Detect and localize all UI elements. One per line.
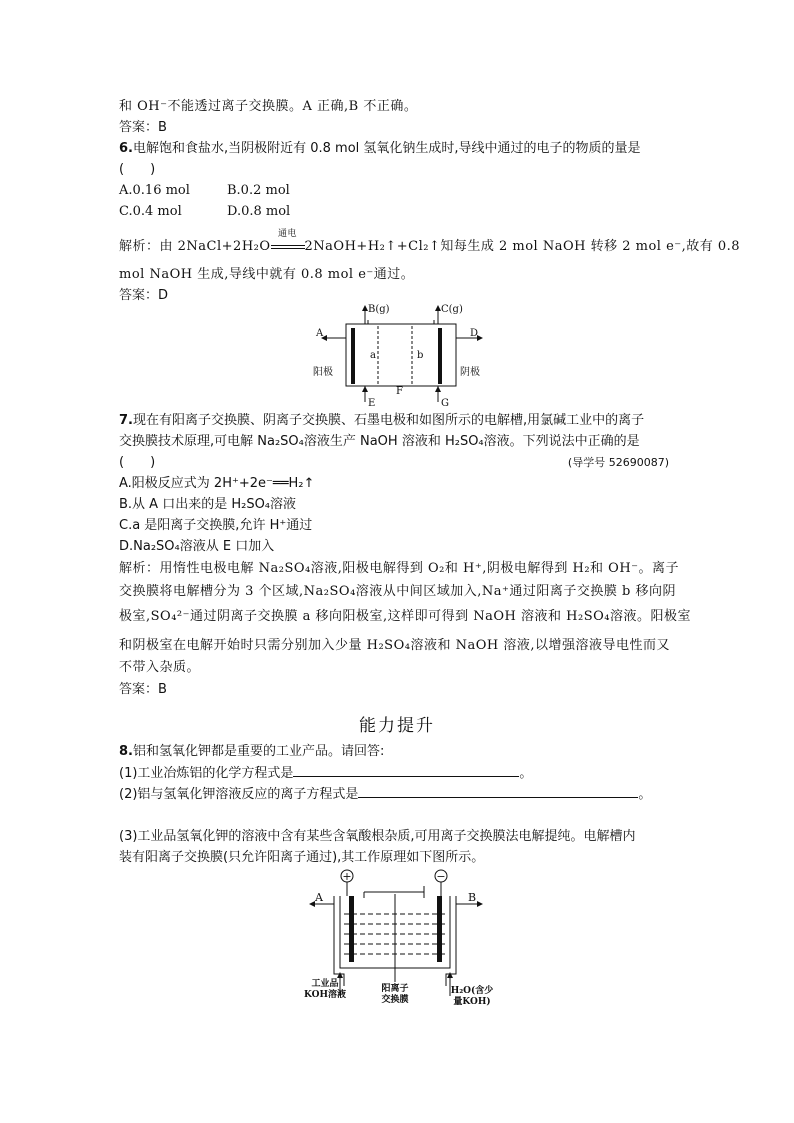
label-membrane-a: a xyxy=(370,350,376,361)
part-2-text: (2)铝与氢氧化钾溶液反应的离子方程式是 xyxy=(119,787,359,802)
question-6-stem xyxy=(119,140,641,157)
period: 。 xyxy=(519,766,533,781)
question-8-part-3-line-2: 装有阳离子交换膜(只允许阳离子通过),其工作原理如下图所示。 xyxy=(119,850,485,865)
question-text: 铝和氢氧化钾都是重要的工业产品。请回答: xyxy=(132,744,385,759)
answer-label: 答案： xyxy=(119,120,159,135)
question-6-explanation xyxy=(119,229,741,255)
option-d: D.0.8 mol xyxy=(227,204,291,219)
question-8-part-2 xyxy=(119,785,651,803)
question-8-stem xyxy=(119,743,384,760)
answer-blank-1[interactable] xyxy=(293,764,519,777)
question-8-part-1 xyxy=(119,764,532,782)
electrolysis-cell-diagram-7 xyxy=(310,302,490,408)
answer-line xyxy=(119,681,167,698)
label-c: C(g) xyxy=(441,304,463,315)
explanation-line-2: mol NaOH 生成,导线中就有 0.8 mol e⁻通过。 xyxy=(119,267,415,282)
label-right-2: 量KOH) xyxy=(453,997,491,1007)
answer-label: 答案： xyxy=(119,682,159,697)
section-title: 能力提升 xyxy=(359,716,435,736)
question-7-stem-line-1 xyxy=(119,412,644,429)
option-a: A.0.16 mol xyxy=(119,183,190,198)
explanation-label: 解析： xyxy=(119,561,160,576)
label-membrane-b: b xyxy=(417,350,424,361)
tank-left-wall xyxy=(334,896,344,986)
reference-number: (导学号 52690087) xyxy=(567,456,669,469)
question-7-explanation-3: 极室,SO₄²⁻通过阴离子交换膜 a 移向阳极室,这样即可得到 NaOH 溶液和 H₂SO₄溶液。阳极室 xyxy=(119,609,691,624)
explanation-label: 解析： xyxy=(119,239,160,254)
question-text: 现在有阳离子交换膜、阴离子交换膜、石墨电极和如图所示的电解槽,用氯碱工业中的离子 xyxy=(132,413,645,428)
answer-line xyxy=(119,287,168,304)
equation-reactants: 由 2NaCl+2H₂O xyxy=(159,239,271,254)
question-number: 7. xyxy=(119,413,133,428)
question-7-explanation-1 xyxy=(119,560,679,577)
answer-parentheses: ( ) xyxy=(119,162,156,177)
part-1-text: (1)工业冶炼铝的化学方程式是 xyxy=(119,766,294,781)
label-membrane-1: 阳离子 xyxy=(381,984,409,994)
electrolysis-cell-diagram-8 xyxy=(300,866,500,1010)
label-membrane-2: 交换膜 xyxy=(381,995,409,1005)
reaction-condition: 通电 xyxy=(278,229,298,239)
label-left-1: 工业品 xyxy=(311,979,339,989)
option-b: B.从 A 口出来的是 H₂SO₄溶液 xyxy=(119,497,297,512)
label-b: B xyxy=(467,891,477,904)
label-e: E xyxy=(368,398,376,408)
label-anode: 阳极 xyxy=(313,367,333,378)
option-c: C.a 是阳离子交换膜,允许 H⁺通过 xyxy=(119,518,313,533)
explanation-text: 和 OH⁻不能透过离子交换膜。A 正确,B 不正确。 xyxy=(119,99,418,114)
period: 。 xyxy=(638,787,652,802)
question-8-part-3-line-1: (3)工业品氢氧化钾的溶液中含有某些含氧酸根杂质,可用离子交换膜法电解提纯。电解槽内 xyxy=(119,829,636,844)
label-b: B(g) xyxy=(368,304,390,315)
question-7-explanation-5: 不带入杂质。 xyxy=(119,660,201,675)
answer-parentheses: ( ) xyxy=(119,455,156,470)
explanation-continuation xyxy=(119,98,417,115)
question-7-explanation-4: 和阴极室在电解开始时只需分别加入少量 H₂SO₄溶液和 NaOH 溶液,以增强溶液导电性而又 xyxy=(119,638,670,653)
label-cathode: 阴极 xyxy=(460,367,480,378)
label-right-1: H₂O(含少 xyxy=(450,986,494,996)
label-f: F xyxy=(396,386,403,397)
option-d: D.Na₂SO₄溶液从 E 口加入 xyxy=(119,539,275,554)
question-7-paren-line xyxy=(119,454,669,471)
option-b: B.0.2 mol xyxy=(227,183,290,198)
explanation-text: 用惰性电极电解 Na₂SO₄溶液,阳极电解得到 O₂和 H⁺,阴极电解得到 H₂和 OH⁻。离子 xyxy=(159,561,680,576)
explanation-equation xyxy=(159,229,741,255)
label-g: G xyxy=(441,398,449,408)
question-7-explanation-2: 交换膜将电解槽分为 3 个区域,Na₂SO₄溶液从中间区域加入,Na⁺通过阳离子交换膜 b 移向阴 xyxy=(119,584,676,599)
cathode-electrode xyxy=(437,896,442,962)
answer-value: D xyxy=(158,288,169,303)
option-c: C.0.4 mol xyxy=(119,204,182,219)
plus-sign: + xyxy=(342,870,352,883)
answer-value: B xyxy=(158,682,167,697)
question-number: 6. xyxy=(119,141,133,156)
tank-right-wall xyxy=(446,896,456,986)
anode-electrode xyxy=(351,328,355,384)
label-a: A xyxy=(316,328,324,339)
label-d: D xyxy=(470,328,479,339)
question-number: 8. xyxy=(119,744,133,759)
question-7-stem-line-2: 交换膜技术原理,可电解 Na₂SO₄溶液生产 NaOH 溶液和 H₂SO₄溶液。下列说法中正确的是 xyxy=(119,434,640,449)
reaction-arrow xyxy=(271,229,305,255)
question-text: 电解饱和食盐水,当阴极附近有 0.8 mol 氢氧化钠生成时,导线中通过的电子的物质的量是 xyxy=(132,141,641,156)
label-left-2: KOH溶液 xyxy=(304,990,346,1000)
anode-electrode xyxy=(349,896,354,962)
option-a: A.阳极反应式为 2H⁺+2e⁻══H₂↑ xyxy=(119,476,315,491)
cathode-electrode xyxy=(438,328,442,384)
answer-label: 答案： xyxy=(119,288,159,303)
label-a: A xyxy=(315,891,323,904)
answer-line xyxy=(119,119,167,136)
minus-sign: − xyxy=(436,870,446,883)
answer-blank-2[interactable] xyxy=(358,785,638,798)
equation-rest: 2NaOH+H₂↑+Cl₂↑知每生成 2 mol NaOH 转移 2 mol e⁻,故有 0.8 xyxy=(304,239,741,254)
answer-value: B xyxy=(158,120,167,135)
